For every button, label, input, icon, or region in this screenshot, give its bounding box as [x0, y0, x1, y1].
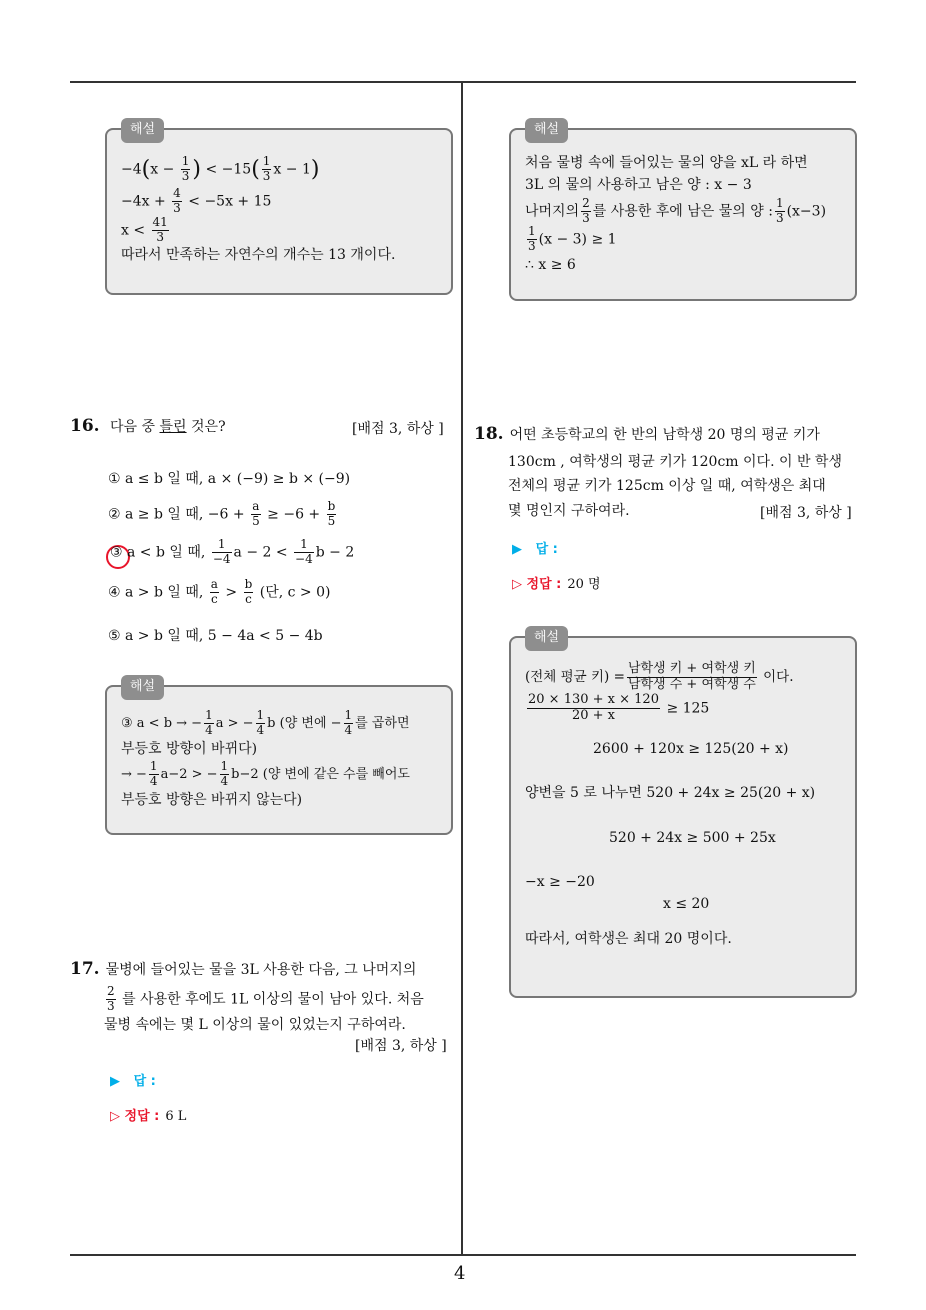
question-number: 16.	[70, 416, 100, 436]
question-number: 17.	[70, 959, 100, 979]
choice-2[interactable]: ② a ≥ b 일 때, −6 + $\frac{a}{5}$ ≥ −6 + $\frac{b}{5}$	[108, 499, 336, 528]
sol18-line3: 2600 + 120x ≥ 125(20 + x)	[593, 740, 789, 757]
solution-box-15	[105, 122, 453, 295]
solution-box-17	[509, 122, 857, 301]
outline-triangle-icon: ▷	[110, 1109, 120, 1124]
sol18-line8: 따라서, 여학생은 최대 20 명이다.	[525, 930, 732, 947]
solution-tag: 해설	[525, 118, 568, 143]
sol18-line6: −x ≥ −20	[525, 873, 595, 890]
points-label-18: [배점 3, 하상 ]	[760, 505, 852, 521]
solution-tag: 해설	[121, 675, 164, 700]
sol17-line2: 3L 의 물의 사용하고 남은 양 : x − 3	[525, 177, 752, 194]
underlined-word: 틀린	[159, 419, 187, 435]
choice-1[interactable]: ① a ≤ b 일 때, a × (−9) ≥ b × (−9)	[108, 471, 351, 487]
answer-line-18[interactable]: ▶ 답 :	[512, 542, 558, 557]
sol16-line2: 부등호 방향이 바뀌다)	[121, 740, 258, 757]
sol18-line7: x ≤ 20	[663, 896, 710, 913]
points-label-17: [배점 3, 하상 ]	[355, 1038, 447, 1054]
sol16-line1: ③ a < b → − $\frac{1}{4}$ a > − $\frac{1}{4}$ b (양 변에 − $\frac{1}{4}$ 를 곱하면	[121, 708, 410, 737]
solution-tag: 해설	[121, 118, 164, 143]
page-number: 4	[454, 1263, 466, 1284]
sol15-line3: x < $\frac{41}{3}$	[121, 214, 168, 244]
question-17: 17. 물병에 들어있는 물을 3L 사용한 다음, 그 나머지의 $\frac{2}{3}$ 를 사용한 후에도 1L 이상의 물이 남아 있다. 처음 물병 속에는 몇 L 이상의 물이 있었는지 구하여라.	[70, 959, 424, 1034]
sol17-line1: 처음 물병 속에 들어있는 물의 양을 xL 라 하면	[525, 155, 808, 171]
choice-5[interactable]: ⑤ a > b 일 때, 5 − 4a < 5 − 4b	[108, 628, 323, 644]
sol18-line4: 양변을 5 로 나누면 520 + 24x ≥ 25(20 + x)	[525, 785, 816, 802]
question-number: 18.	[474, 424, 504, 444]
points-label-16: [배점 3, 하상 ]	[352, 421, 444, 437]
sol18-line1: (전체 평균 키) = $\frac{\text{남학생 키 + 여학생 키}}{\text{남학생 수 + 여학생 수}}$ 이다.	[525, 661, 794, 692]
sol16-line4: 부등호 방향은 바뀌지 않는다)	[121, 791, 303, 808]
sol15-line1: −4(x − $\frac{1}{3}$ ) < −15( $\frac{1}{3}$ x − 1)	[121, 154, 320, 184]
solution-box-18	[509, 630, 857, 998]
play-icon: ▶	[110, 1074, 120, 1089]
column-divider	[461, 82, 463, 1256]
question-16: 16. 다음 중 틀린 것은?	[70, 416, 226, 436]
sol15-line2: −4x + $\frac{4}{3}$ < −5x + 15	[121, 186, 272, 215]
solution-box-16	[105, 679, 453, 835]
sol17-line5: ∴ x ≥ 6	[525, 256, 576, 273]
bottom-rule	[70, 1254, 856, 1256]
sol17-line3: 나머지의 $\frac{2}{3}$ 를 사용한 후에 남은 물의 양 : $\frac{1}{3}$ (x−3)	[525, 195, 827, 225]
correct-answer-18: ▷ 정답 : 20 명	[512, 577, 601, 592]
sol18-line5: 520 + 24x ≥ 500 + 25x	[609, 829, 776, 846]
sol17-line4: $\frac{1}{3}$ (x − 3) ≥ 1	[528, 224, 617, 254]
outline-triangle-icon: ▷	[512, 577, 522, 592]
top-rule	[70, 81, 856, 83]
question-18: 18. 어떤 초등학교의 한 반의 남학생 20 명의 평균 키가 130cm , 여학생의 평균 키가 120cm 이다. 이 반 학생 전체의 평균 키가 125cm 이상 일 때, 여학생은 최대 몇 명인지 구하여라.	[474, 424, 842, 519]
choice-4[interactable]: ④ a > b 일 때, $\frac{a}{c}$ > $\frac{b}{c}$ (단, c > 0)	[108, 577, 331, 606]
correct-answer-17: ▷ 정답 : 6 L	[110, 1109, 187, 1124]
sol15-line4: 따라서 만족하는 자연수의 개수는 13 개이다.	[121, 247, 396, 264]
sol16-line3: → − $\frac{1}{4}$ a−2 > − $\frac{1}{4}$ b−2 (양 변에 같은 수를 빼어도	[121, 758, 410, 788]
answer-line-17[interactable]: ▶ 답 :	[110, 1074, 156, 1089]
sol18-line2: $\frac{20 \times 130 + x \times 120}{20 + x}$ ≥ 125	[528, 691, 710, 723]
solution-tag: 해설	[525, 626, 568, 651]
play-icon: ▶	[512, 542, 522, 557]
choice-3[interactable]: ③ a < b 일 때, $\frac{1}{-4}$ a − 2 < $\frac{1}{-4}$ b − 2	[110, 537, 355, 566]
